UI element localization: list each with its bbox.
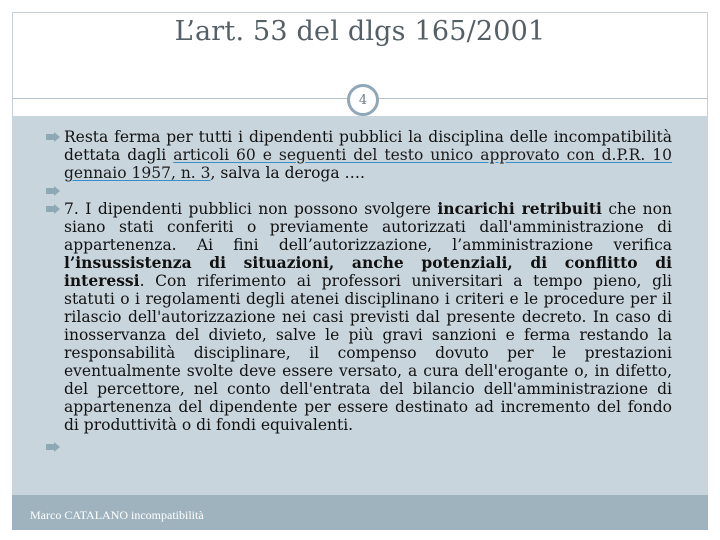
paragraph-2-e: . Con riferimento ai professori universitari a tempo pieno, gli statuti o i regolamenti degli atenei disciplinano i criteri e le procedure per il rilascio dell'autorizzazione nei casi previsti dal presente decreto. In caso di inosservanza del divieto, salve le più gravi sanzioni e ferma restando la responsabilità disciplinare, il compenso dovuto per le prestazioni eventualmente svolte deve essere versato, a cura dell'erogante o, in difetto, del percettore, nel conto dell'entrata del bilancio dell'amministrazione di appartenenza del dipendente per essere destinato ad incremento del fondo di produttività o di fondi equivalenti. (64, 272, 672, 434)
body-text (46, 128, 672, 456)
paragraph-2-a: 7. I dipendenti pubblici non possono svolgere (64, 200, 438, 218)
paragraph-1 (46, 128, 672, 182)
arrow-bullet-icon (46, 132, 60, 142)
paragraph-2-bold-2: l’insussistenza di situazioni, anche potenziali, di conflitto di interessi (64, 253, 672, 290)
page-number: 4 (358, 92, 368, 108)
dpr-1957-link[interactable]: articoli 60 e seguenti del testo unico approvato con d.P.R. 10 gennaio 1957, n. 3 (64, 146, 672, 182)
slide-title: L’art. 53 del dlgs 165/2001 (174, 16, 546, 47)
empty-bullet-1 (46, 182, 672, 200)
footer-text: Marco CATALANO incompatibilità (30, 508, 204, 522)
empty-bullet-2 (46, 438, 672, 456)
arrow-bullet-icon (46, 186, 60, 196)
arrow-bullet-icon (46, 442, 60, 452)
paragraph-2-c: che non siano stati conferiti o previamente autorizzati dall'amministrazione di appartenenza. Ai fini dell’autorizzazione, l’amministrazione verifica (64, 200, 672, 254)
paragraph-2 (46, 200, 672, 434)
arrow-bullet-icon (46, 204, 60, 214)
paragraph-1-intro: Resta ferma per tutti i dipendenti pubblici la disciplina delle incompatibilità dettata dagli (64, 128, 672, 164)
paragraph-2-bold-1: incarichi retribuiti (437, 199, 602, 218)
paragraph-1-tail: , salva la deroga …. (210, 164, 365, 182)
page-number-badge (347, 84, 379, 116)
